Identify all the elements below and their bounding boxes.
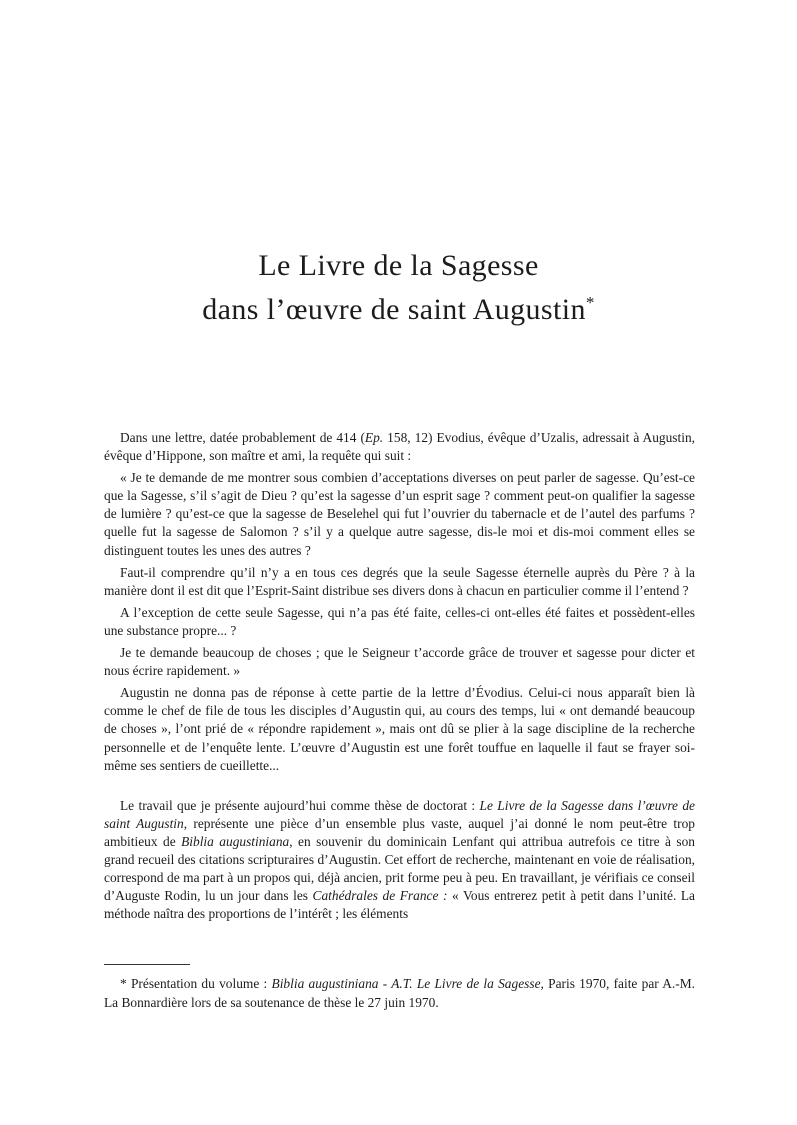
paragraph-5: Je te demande beaucoup de choses ; que le Seigneur t’accorde grâce de trouver et sagesse pour dicter et nous écrire rapidement. » [104, 645, 695, 679]
title-footnote-marker: * [585, 293, 595, 312]
footnote [104, 975, 695, 1012]
title-line-2-text: dans l’œuvre de saint Augustin [202, 293, 586, 326]
p1-ep-ref: Ep. [364, 430, 384, 445]
p7-text-d: « Vous entrerez petit à petit dans l’unité. La méthode naîtra des proportions de l’intérêt ; les éléments [104, 888, 695, 922]
footnote-divider [104, 964, 190, 965]
paragraph-3: Faut-il comprendre qu’il n’y a en tous ces degrés que la seule Sagesse éternelle auprès du Père ? à la manière dont il est dit que l’Esprit-Saint distribue ses divers dons à chacun en particulier comme il l’entend ? [104, 564, 695, 598]
title-line-1: Le Livre de la Sagesse [258, 249, 539, 282]
p7-cathedrales-title: Cathédrales de France : [312, 888, 448, 904]
p1-text-a: Dans une lettre, datée probablement de 414 ( [120, 430, 365, 445]
footnote-text-a: Présentation du volume : [126, 976, 272, 991]
paragraph-4: A l’exception de cette seule Sagesse, qui n’a pas été faite, celles-ci ont-elles été faites et possèdent-elles une substance propre... ? [104, 604, 695, 638]
article-title [0, 244, 797, 332]
p7-text-a: Le travail que je présente aujourd’hui comme thèse de doctorat : [120, 797, 480, 813]
footnote-text [104, 975, 695, 1012]
p1-text-b: 158, 12) Evodius, évêque d’Uzalis, adressait à Augustin, évêque d’Hippone, son maître et ami, la requête qui suit : [104, 430, 695, 464]
footnote-marker: * [120, 976, 127, 991]
paragraph-7 [104, 797, 695, 924]
paragraph-6: Augustin ne donna pas de réponse à cette partie de la lettre d’Évodius. Celui-ci nous apparaît bien là comme le chef de file de tous les disciples d’Augustin qui, au cours des temps, lui « ont demandé beaucoup de choses », l’ont prié de « répondre rapidement », mais ont dû se plier à la sage discipline de la recherche personnelle et de l’enquête lente. L’œuvre d’Augustin est une forêt touffue en laquelle il faut se frayer soi-même ses sentiers de cueillette... [104, 685, 695, 773]
paragraph-2: « Je te demande de me montrer sous combien d’acceptations diverses on peut parler de sagesse. Qu’est-ce que la Sagesse, s’il s’agit de Dieu ? qu’est la sagesse d’un esprit sage ? comment peut-on qualifier la sagesse de lumière ? qu’est-ce que la sagesse de Beselehel qui fut l’ouvrier du tabernacle et de l’autel des parfums ? quelle fut la sagesse de Salomon ? s’il y a quelque autre sagesse, dis-le moi et dis-moi comment elles se distinguent toutes les unes des autres ? [104, 470, 695, 558]
p7-biblia-title: Biblia augustiniana [181, 833, 290, 849]
footnote-text-b: Paris 1970, faite par A.-M. La Bonnardière lors de sa soutenance de thèse le 27 juin 1970. [104, 976, 695, 1010]
p7-text-c: , en souvenir du dominicain Lenfant qui attribua autrefois ce titre à son grand recueil des citations scripturaires d’Augustin. Cet effort de recherche, maintenant en voie de réalisation, correspond de ma part à un propos qui, déjà ancien, prit forme peu à peu. En travaillant, je vérifiais ce conseil d’Auguste Rodin, lu un jour dans les [104, 833, 695, 904]
paragraph-1 [104, 429, 695, 465]
footnote-biblia-title: Biblia augustiniana - A.T. Le Livre de la Sagesse, [271, 976, 544, 991]
article-body [104, 429, 695, 923]
title-line-2 [0, 288, 797, 332]
p7-thesis-title: Le Livre de la Sagesse dans l’œuvre de saint Augustin [104, 797, 695, 831]
p7-text-b: , représente une pièce d’un ensemble plus vaste, auquel j’ai donné le nom peut-être trop ambitieux de [104, 815, 695, 849]
